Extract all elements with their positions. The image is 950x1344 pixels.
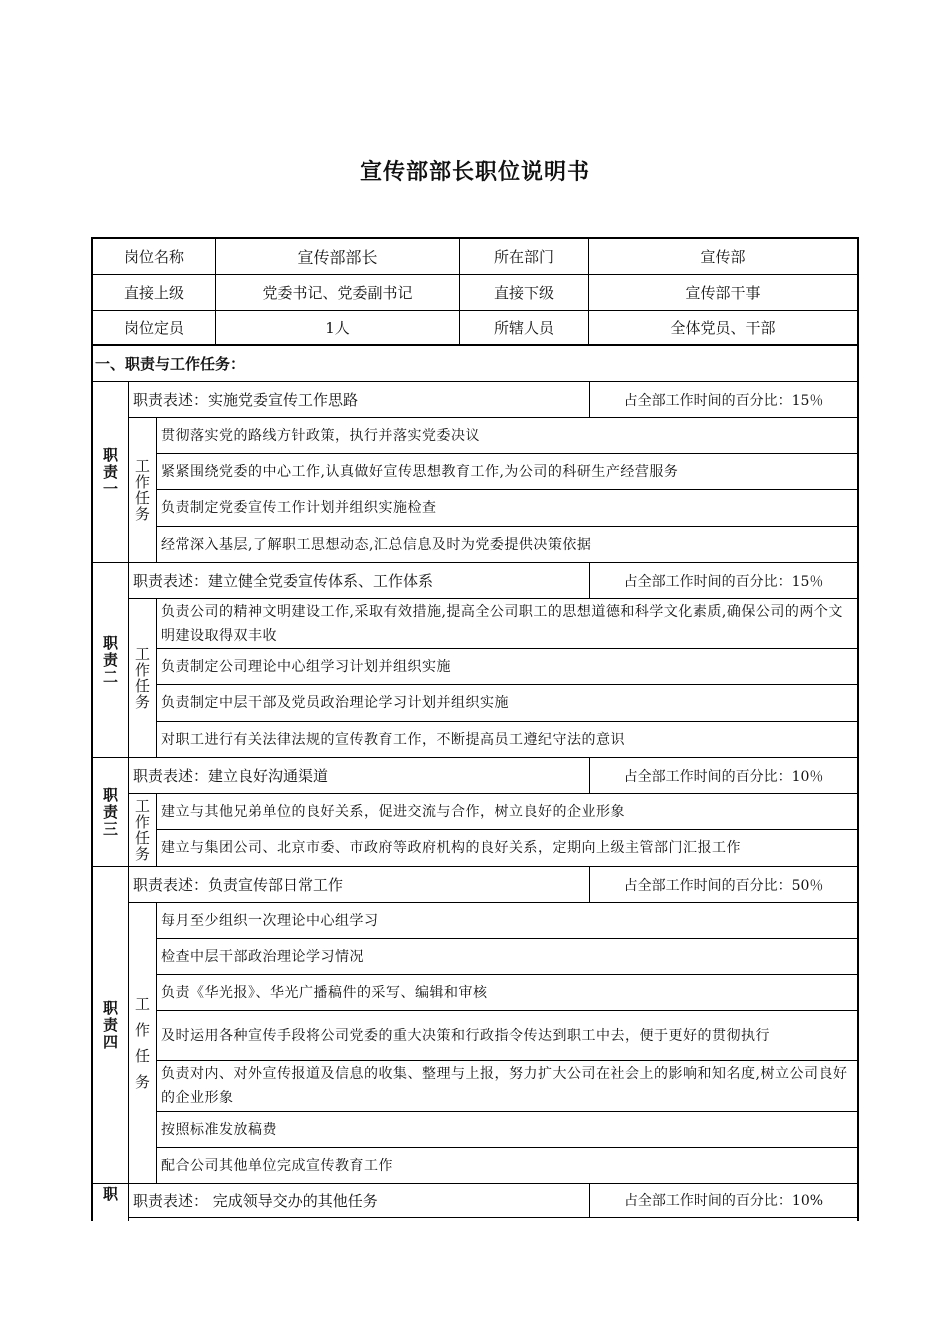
label-department: 所在部门 (460, 239, 589, 275)
duty-4-label: 职责四 (93, 867, 129, 1184)
duty-1-task-3: 负责制定党委宣传工作计划并组织实施检查 (157, 490, 857, 527)
value-headcount: 1人 (216, 311, 460, 344)
duty-4-desc: 职责表述：负责宣传部日常工作 (129, 867, 590, 903)
label-position-name: 岗位名称 (93, 239, 216, 275)
duty-4-task-label: 工作任务 (129, 903, 157, 1184)
label-staff: 所辖人员 (460, 311, 589, 344)
duty-3-task-label: 工作任务 (129, 794, 157, 867)
duty-4-task-1: 每月至少组织一次理论中心组学习 (157, 903, 857, 939)
duty-3-pct: 占全部工作时间的百分比：10％ (590, 758, 857, 794)
duty-4-task-2: 检查中层干部政治理论学习情况 (157, 939, 857, 975)
label-headcount: 岗位定员 (93, 311, 216, 344)
duty-2-pct: 占全部工作时间的百分比：15％ (590, 563, 857, 599)
duty-1-task-1: 贯彻落实党的路线方针政策，执行并落实党委决议 (157, 418, 857, 454)
duty-4-task-4: 及时运用各种宣传手段将公司党委的重大决策和行政指令传达到职工中去，便于更好的贯彻执行 (157, 1011, 857, 1061)
page-title: 宣传部部长职位说明书 (359, 160, 590, 185)
value-staff: 全体党员、干部 (670, 319, 776, 337)
duty-2-task-1: 负责公司的精神文明建设工作,采取有效措施,提高全公司职工的思想道德和科学文化素质,确保公司的两个文明建设取得双丰收 (157, 599, 857, 649)
duty-1-label: 职责一 (93, 382, 129, 563)
duty-2-task-label: 工作任务 (129, 599, 157, 758)
duty-1-task-label: 工作任务 (129, 418, 157, 563)
duty-2-label: 职责二 (93, 563, 129, 758)
value-department: 宣传部 (589, 239, 857, 275)
duty-3-desc: 职责表述：建立良好沟通渠道 (129, 758, 590, 794)
duty-3-label: 职责三 (93, 758, 129, 867)
header-table (91, 237, 859, 346)
duty-3-task-2: 建立与集团公司、北京市委、市政府等政府机构的良好关系，定期向上级主管部门汇报工作 (157, 830, 857, 867)
section-title: 一、职责与工作任务： (93, 346, 857, 382)
duty-5-desc: 职责表述： 完成领导交办的其他任务 (129, 1184, 590, 1218)
value-subordinate: 宣传部干事 (589, 275, 857, 311)
duty-3-task-1: 建立与其他兄弟单位的良好关系，促进交流与合作，树立良好的企业形象 (157, 794, 857, 830)
duty-5-pct: 占全部工作时间的百分比：10% (590, 1184, 857, 1218)
duty-4-task-3: 负责《华光报》、华光广播稿件的采写、编辑和审核 (157, 975, 857, 1011)
duty-2-desc: 职责表述：建立健全党委宣传体系、工作体系 (129, 563, 590, 599)
duty-2-task-4: 对职工进行有关法律法规的宣传教育工作，不断提高员工遵纪守法的意识 (157, 722, 857, 758)
duty-5-label: 职 (93, 1184, 129, 1221)
duty-2-task-3: 负责制定中层干部及党员政治理论学习计划并组织实施 (157, 685, 857, 722)
duties-table (91, 346, 859, 1221)
value-position-name: 宣传部部长 (216, 239, 460, 275)
duty-2-task-2: 负责制定公司理论中心组学习计划并组织实施 (157, 649, 857, 685)
duty-4-pct: 占全部工作时间的百分比：50％ (590, 867, 857, 903)
label-subordinate: 直接下级 (460, 275, 589, 311)
label-superior: 直接上级 (93, 275, 216, 311)
duty-1-pct: 占全部工作时间的百分比：15％ (590, 382, 857, 418)
duty-1-desc: 职责表述：实施党委宣传工作思路 (129, 382, 590, 418)
duty-4-task-5: 负责对内、对外宣传报道及信息的收集、整理与上报，努力扩大公司在社会上的影响和知名度,树立公司良好的企业形象 (157, 1061, 857, 1112)
duty-1-task-2: 紧紧围绕党委的中心工作,认真做好宣传思想教育工作,为公司的科研生产经营服务 (157, 454, 857, 490)
value-superior: 党委书记、党委副书记 (216, 275, 460, 311)
duty-1-task-4: 经常深入基层,了解职工思想动态,汇总信息及时为党委提供决策依据 (157, 527, 857, 563)
duty-4-task-6: 按照标准发放稿费 (157, 1112, 857, 1148)
duty-4-task-7: 配合公司其他单位完成宣传教育工作 (157, 1148, 857, 1184)
